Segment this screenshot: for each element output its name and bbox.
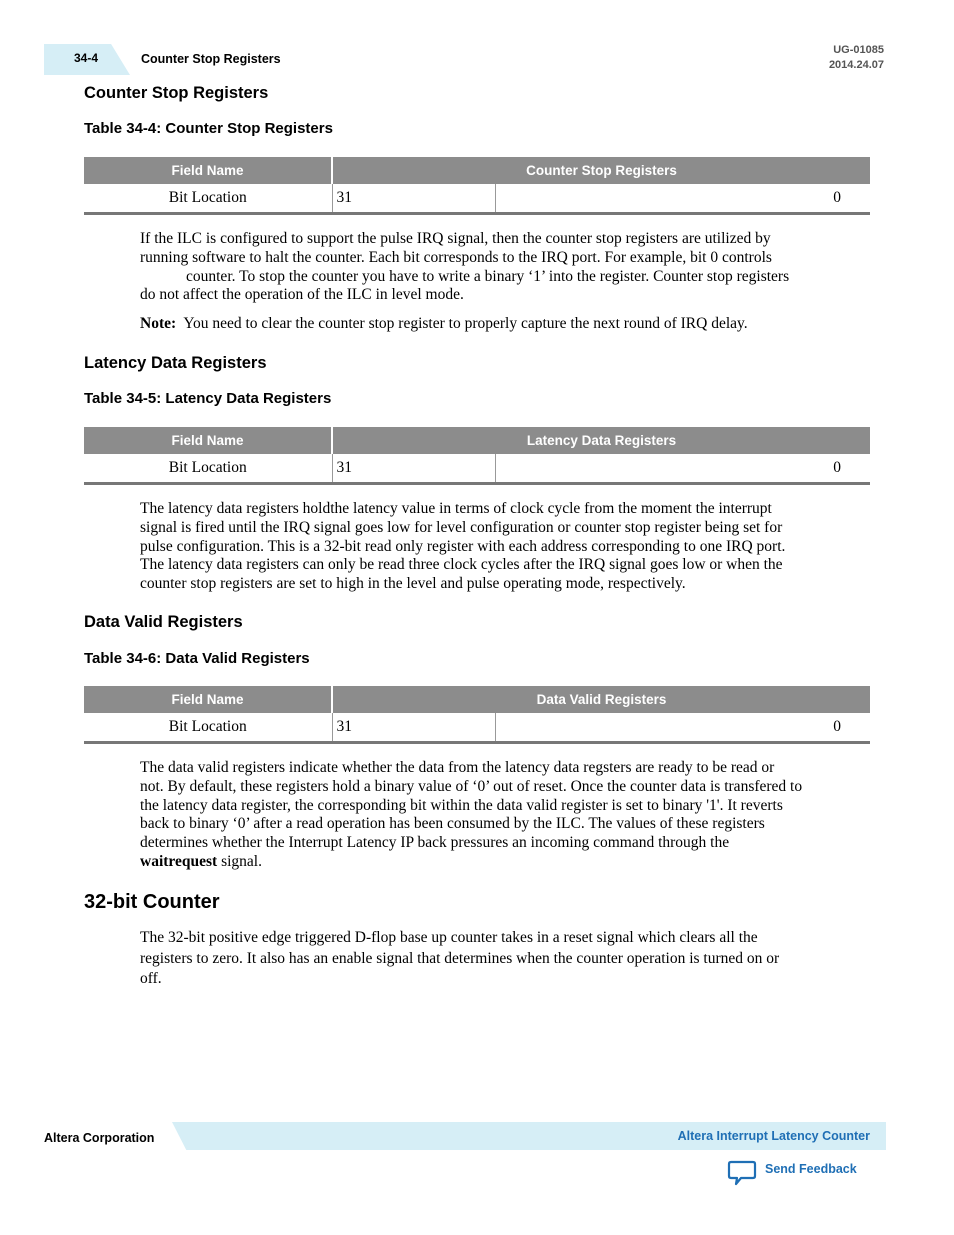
paragraph-line: registers to zero. It also has an enable signal that determines when the counter operation is turned on or bbox=[140, 949, 780, 967]
table-header-register: Counter Stop Registers bbox=[332, 157, 870, 184]
table-caption-counter-stop: Table 34-4: Counter Stop Registers bbox=[84, 120, 333, 137]
table-header-register: Latency Data Registers bbox=[332, 427, 870, 454]
paragraph-line: The 32-bit positive edge triggered D-flop base up counter takes in a reset signal which clears all the bbox=[140, 929, 758, 946]
bit-high: 31 bbox=[332, 454, 495, 484]
table-header-field-name: Field Name bbox=[84, 427, 332, 454]
paragraph-line: running software to halt the counter. Each bit corresponds to the IRQ port. For example, bit 0 controls bbox=[140, 248, 772, 266]
paragraph-line: not. By default, these registers hold a binary value of ‘0’ out of reset. Once the counter data is transfered to bbox=[140, 777, 803, 795]
latency-data-table bbox=[84, 427, 870, 485]
paragraph-line: do not affect the operation of the ILC in level mode. bbox=[140, 286, 464, 304]
paragraph-line: counter. To stop the counter you have to write a binary ‘1’ into the register. Counter stop registers bbox=[186, 267, 790, 285]
section-heading-32bit-counter: 32-bit Counter bbox=[84, 891, 220, 913]
note-text: You need to clear the counter stop register to properly capture the next round of IRQ delay. bbox=[183, 315, 748, 332]
counter-stop-table bbox=[84, 157, 870, 215]
header-section-title: Counter Stop Registers bbox=[141, 52, 281, 66]
table-header-register: Data Valid Registers bbox=[332, 686, 870, 713]
paragraph-line bbox=[140, 853, 870, 872]
paragraph-line: the latency data register, the corresponding bit within the data valid register is set to binary '1'. It reverts bbox=[140, 796, 783, 814]
bit-low: 0 bbox=[495, 184, 870, 214]
speech-bubble-icon[interactable] bbox=[727, 1159, 757, 1187]
paragraph-line-end: signal. bbox=[217, 852, 262, 870]
paragraph-line: determines whether the Interrupt Latency IP back pressures an incoming command through the bbox=[140, 834, 730, 852]
bit-high: 31 bbox=[332, 713, 495, 743]
doc-info bbox=[829, 43, 884, 73]
signal-name: waitrequest bbox=[140, 852, 218, 870]
counter32-paragraph bbox=[140, 928, 870, 990]
note bbox=[140, 315, 748, 333]
paragraph-line: off. bbox=[140, 970, 162, 987]
latency-data-paragraph bbox=[140, 500, 870, 594]
table-row bbox=[84, 713, 870, 743]
paragraph-line: If the ILC is configured to support the pulse IRQ signal, then the counter stop registers are utilized by bbox=[140, 230, 771, 247]
bit-low: 0 bbox=[495, 454, 870, 484]
table-row bbox=[84, 184, 870, 214]
counter-stop-paragraph bbox=[140, 230, 870, 305]
paragraph-line: counter stop registers are set to high in the level and pulse operating mode, respectively. bbox=[140, 575, 686, 593]
doc-date: 2014.24.07 bbox=[828, 59, 884, 71]
bit-location-label: Bit Location bbox=[84, 454, 332, 484]
bit-high: 31 bbox=[332, 184, 495, 214]
doc-id: UG-01085 bbox=[833, 44, 884, 56]
page-number: 34-4 bbox=[74, 51, 99, 65]
bit-location-label: Bit Location bbox=[84, 713, 332, 743]
section-heading-data-valid: Data Valid Registers bbox=[84, 613, 243, 631]
footer-company: Altera Corporation bbox=[44, 1131, 155, 1145]
data-valid-paragraph bbox=[140, 759, 870, 872]
paragraph-line: back to binary ‘0’ after a read operation has been consumed by the ILC. The values of these registers bbox=[140, 815, 765, 833]
data-valid-table bbox=[84, 686, 870, 744]
note-label: Note: bbox=[140, 315, 177, 332]
section-heading-latency-data: Latency Data Registers bbox=[84, 354, 267, 372]
section-heading-counter-stop: Counter Stop Registers bbox=[84, 84, 269, 102]
bit-location-label: Bit Location bbox=[84, 184, 332, 214]
table-row bbox=[84, 454, 870, 484]
table-caption-latency-data: Table 34-5: Latency Data Registers bbox=[84, 390, 332, 407]
paragraph-line: signal is fired until the IRQ signal goes low for level configuration or counter stop register being set for bbox=[140, 518, 783, 536]
table-caption-data-valid: Table 34-6: Data Valid Registers bbox=[84, 650, 310, 667]
paragraph-line: The latency data registers holdthe latency value in terms of clock cycle from the moment the interrupt bbox=[140, 500, 772, 517]
table-header-field-name: Field Name bbox=[84, 157, 332, 184]
send-feedback-link[interactable]: Send Feedback bbox=[765, 1162, 857, 1176]
paragraph-line: pulse configuration. This is a 32-bit read only register with each address corresponding to one IRQ port. bbox=[140, 537, 786, 555]
paragraph-line: The latency data registers can only be read three clock cycles after the IRQ signal goes low or when the bbox=[140, 556, 783, 574]
paragraph-line: The data valid registers indicate whether the data from the latency data regsters are ready to be read or bbox=[140, 759, 775, 776]
footer-doc-title[interactable]: Altera Interrupt Latency Counter bbox=[677, 1129, 870, 1143]
bit-low: 0 bbox=[495, 713, 870, 743]
table-header-field-name: Field Name bbox=[84, 686, 332, 713]
